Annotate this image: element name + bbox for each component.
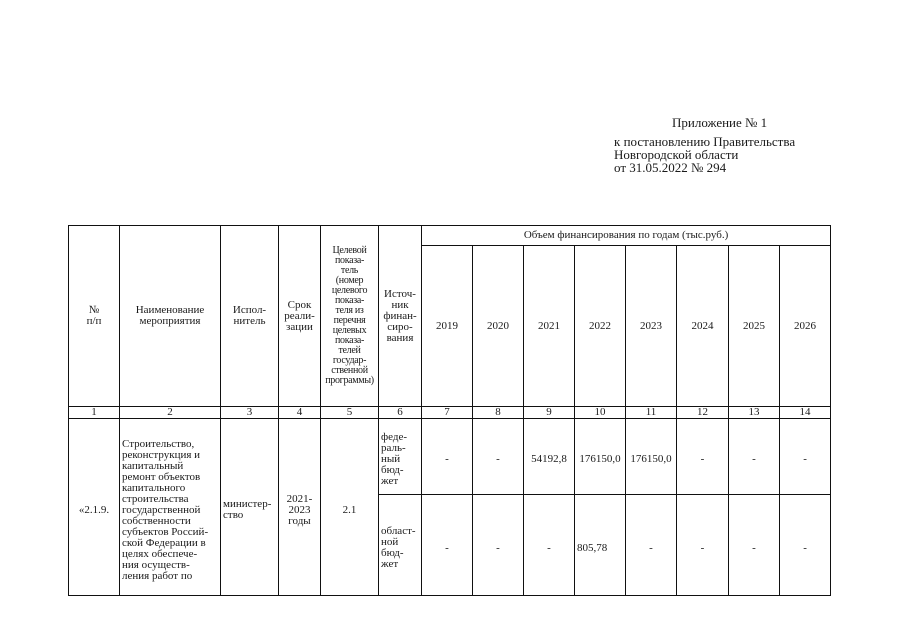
header-year: 2026: [780, 246, 831, 407]
value-cell: -: [729, 495, 780, 596]
row-source: феде- раль- ный бюд- жет: [379, 419, 422, 495]
value-cell: -: [729, 419, 780, 495]
column-number: 11: [626, 407, 677, 419]
header-year: 2020: [473, 246, 524, 407]
column-number: 3: [221, 407, 279, 419]
header-target-indicator: Целевой показа- тель (номер целевого показа- теля из перечня целевых показа- телей государ- ственной программы): [321, 226, 379, 407]
column-number: 14: [780, 407, 831, 419]
funding-table: [68, 225, 831, 596]
row-num: «2.1.9.: [69, 419, 120, 596]
header-num: № п/п: [69, 226, 120, 407]
annex-line-2: Новгородской области: [614, 147, 739, 162]
value-cell: -: [626, 495, 677, 596]
row-name: Строительство, реконструкция и капитальный ремонт объектов капитального строительства государственной собственности субъектов Россий- ской Федерации в целях обеспече- ния осуществ- ления работ по: [120, 419, 221, 596]
header-year: 2019: [422, 246, 473, 407]
column-number: 9: [524, 407, 575, 419]
column-number: 8: [473, 407, 524, 419]
column-number: 5: [321, 407, 379, 419]
row-executor: министер- ство: [221, 419, 279, 596]
header-year: 2022: [575, 246, 626, 407]
value-cell: 176150,0: [575, 419, 626, 495]
column-number: 10: [575, 407, 626, 419]
header-name: Наименование мероприятия: [120, 226, 221, 407]
column-number: 2: [120, 407, 221, 419]
value-cell: 176150,0: [626, 419, 677, 495]
table-row: [69, 419, 831, 495]
row-source: област- ной бюд- жет: [379, 495, 422, 596]
value-cell: -: [422, 419, 473, 495]
column-number: 4: [279, 407, 321, 419]
column-number: 1: [69, 407, 120, 419]
value-cell: -: [677, 419, 729, 495]
value-cell: 54192,8: [524, 419, 575, 495]
annex-header: [614, 116, 795, 174]
header-term: Срок реали- зации: [279, 226, 321, 407]
header-funding-source: Источ- ник финан- сиро- вания: [379, 226, 422, 407]
value-cell: -: [780, 419, 831, 495]
column-number: 6: [379, 407, 422, 419]
header-executor: Испол- нитель: [221, 226, 279, 407]
value-cell: -: [473, 495, 524, 596]
value-cell: 805,78: [575, 495, 626, 596]
annex-line-1: к постановлению Правительства: [614, 134, 796, 149]
header-year: 2023: [626, 246, 677, 407]
header-funding-group: Объем финансирования по годам (тыс.руб.): [422, 226, 831, 246]
value-cell: -: [422, 495, 473, 596]
header-year: 2025: [729, 246, 780, 407]
annex-title: Приложение № 1: [672, 115, 768, 130]
header-year: 2021: [524, 246, 575, 407]
row-target: 2.1: [321, 419, 379, 596]
value-cell: -: [780, 495, 831, 596]
value-cell: -: [473, 419, 524, 495]
column-number: 13: [729, 407, 780, 419]
header-year: 2024: [677, 246, 729, 407]
annex-line-3: от 31.05.2022 № 294: [614, 160, 727, 175]
value-cell: -: [524, 495, 575, 596]
value-cell: -: [677, 495, 729, 596]
column-number: 7: [422, 407, 473, 419]
column-number: 12: [677, 407, 729, 419]
row-term: 2021- 2023 годы: [279, 419, 321, 596]
